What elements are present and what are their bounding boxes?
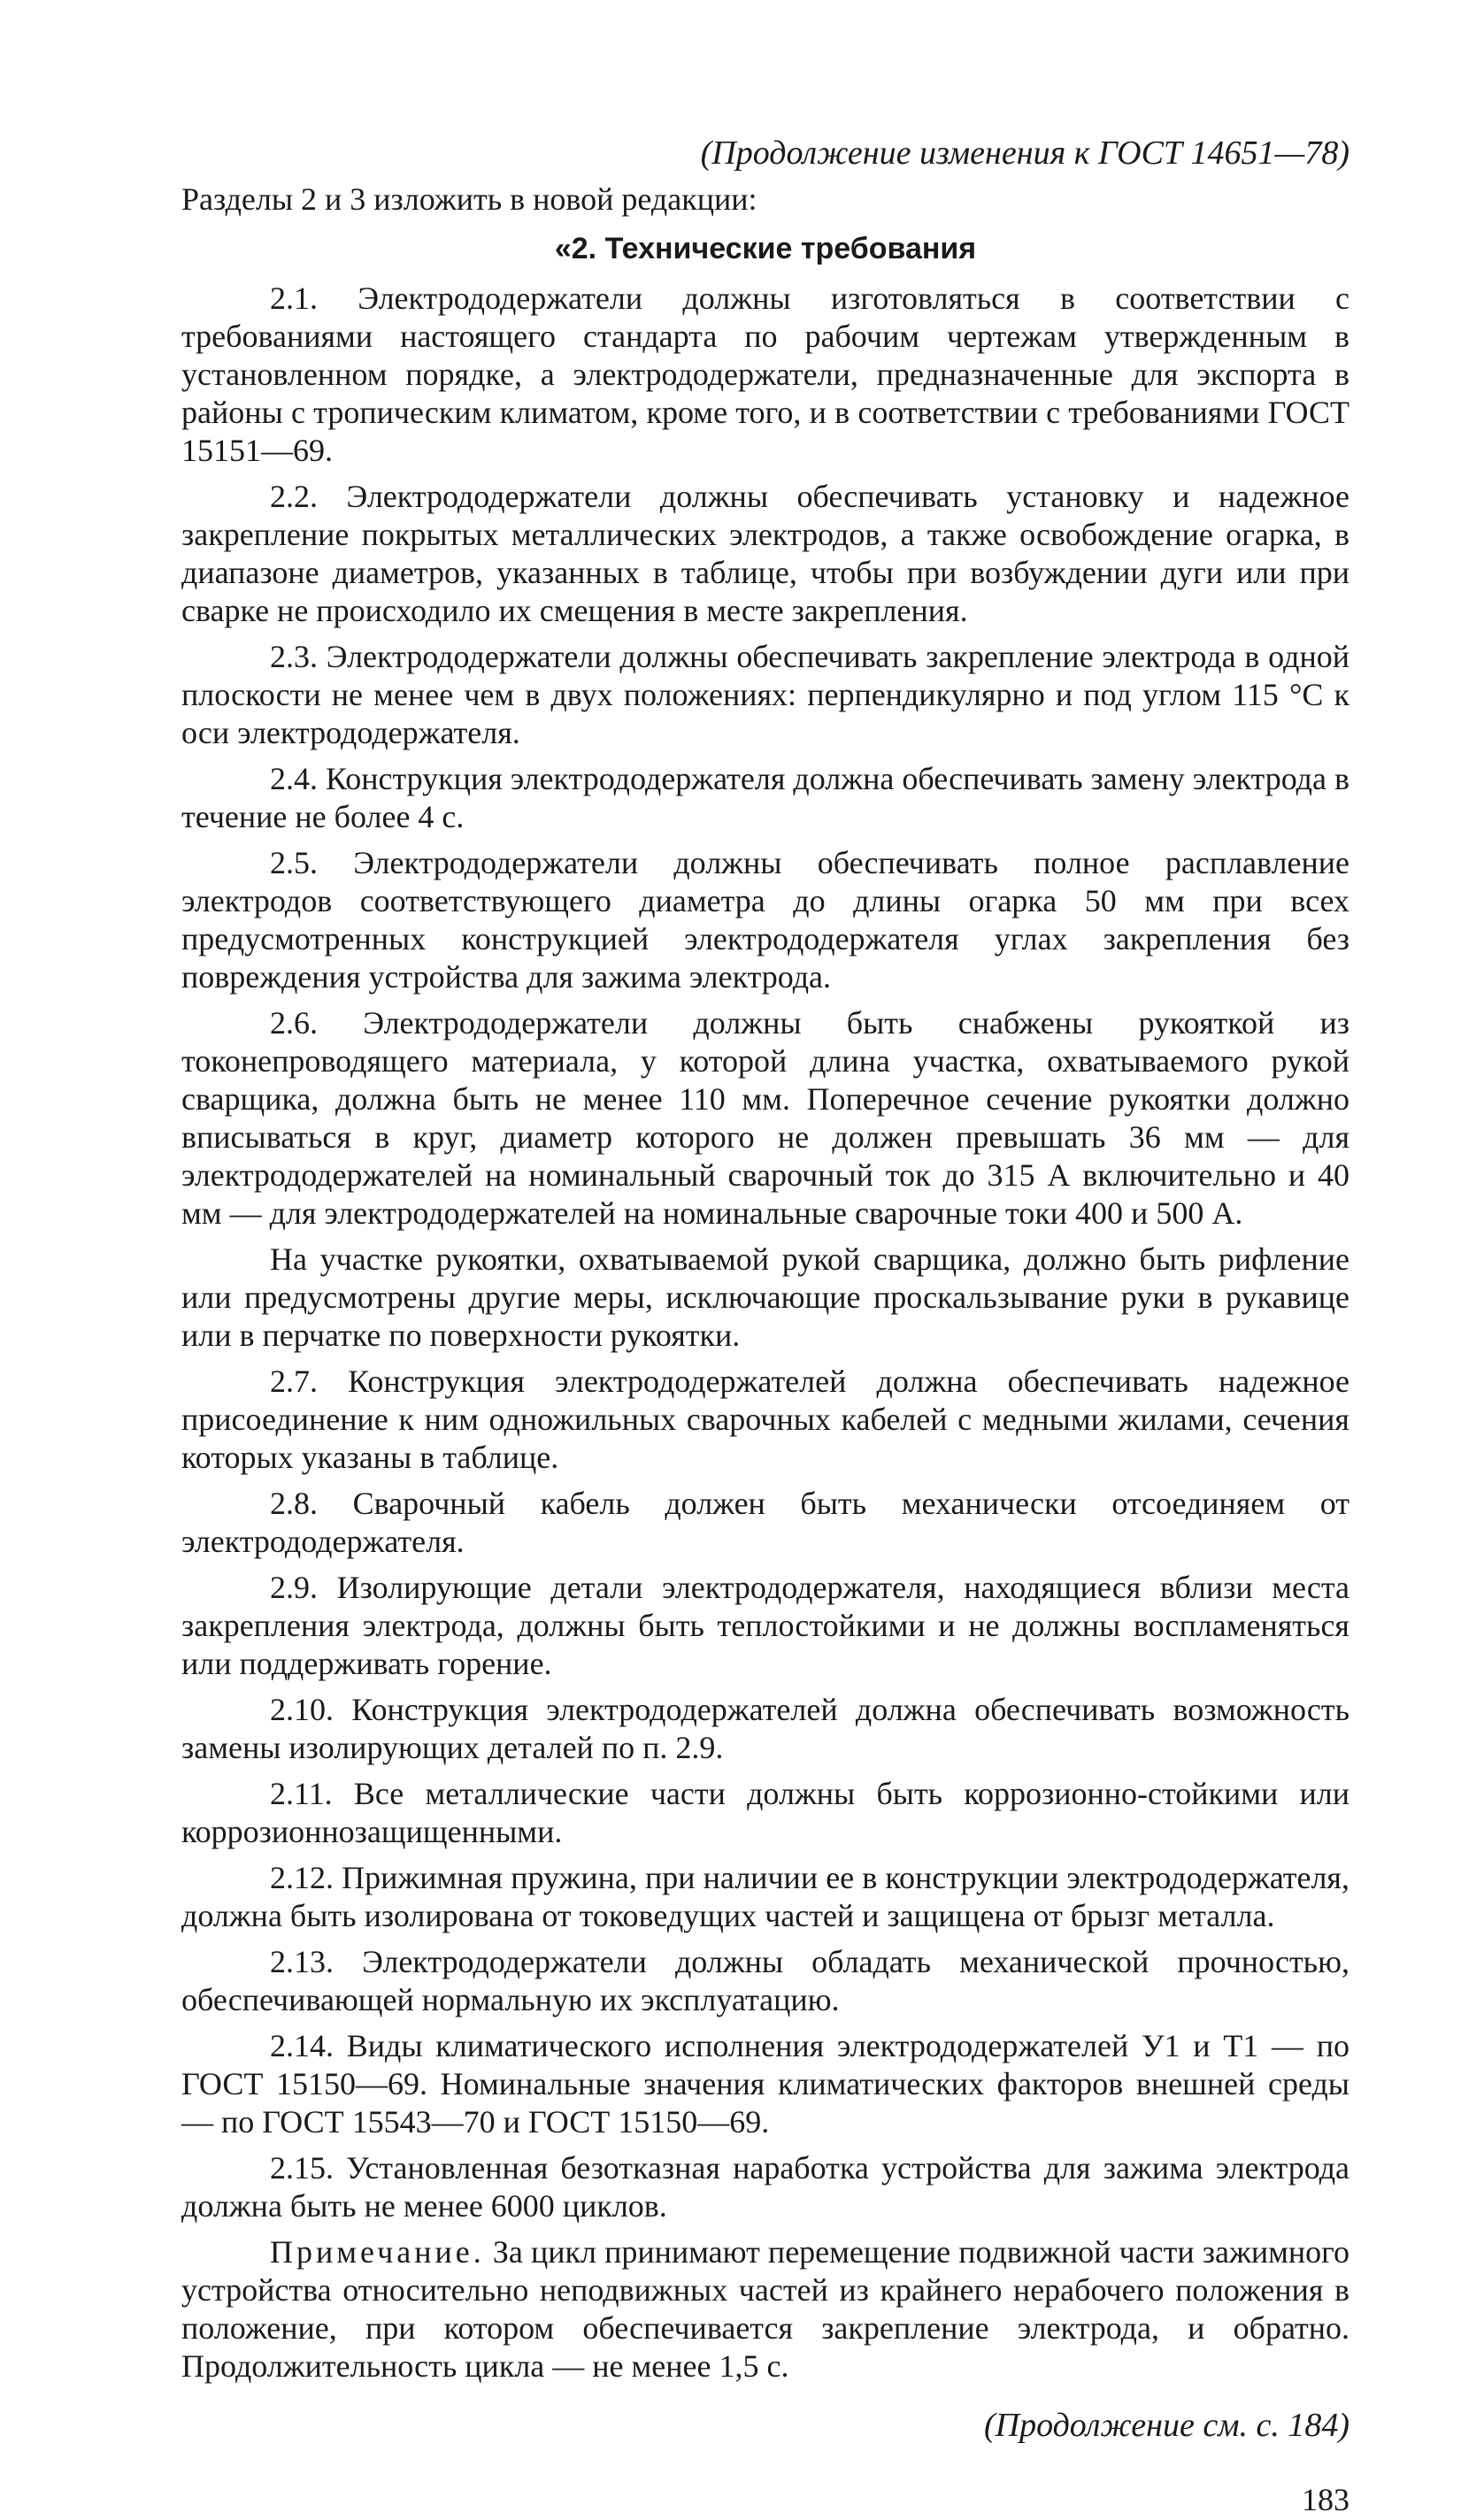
continuation-header: (Продолжение изменения к ГОСТ 14651—78) — [700, 134, 1349, 172]
paragraph-2-10: 2.10. Конструкция электрододержателей должна обеспечивать возможность замены изолирующих деталей по п. 2.9. — [181, 1692, 1349, 1765]
paragraph-2-1: 2.1. Электрододержатели должны изготовляться в соответствии с требованиями настоящего стандарта по рабочим чертежам утвержденным в установленном порядке, а электрододержатели, предназначенные для экспорта в районы с тропическим климатом, кроме того, и в соответствии с требованиями ГОСТ 15151—69. — [181, 280, 1349, 468]
continuation-footer: (Продолжение см. с. 184) — [983, 2407, 1349, 2444]
note-label: Примечание. — [270, 2234, 485, 2270]
intro-line: Разделы 2 и 3 изложить в новой редакции: — [181, 181, 757, 217]
paragraph-2-12: 2.12. Прижимная пружина, при наличии ее в конструкции электрододержателя, должна быть изолирована от токоведущих частей и защищена от брызг металла. — [181, 1860, 1349, 1933]
paragraph-2-13: 2.13. Электрододержатели должны обладать механической прочностью, обеспечивающей нормальную их эксплуатацию. — [181, 1944, 1349, 2017]
paragraph-2-6-continued: На участке рукоятки, охватываемой рукой сварщика, должно быть рифление или предусмотрены другие меры, исключающие проскальзывание руки в рукавице или в перчатке по поверхности рукоятки. — [181, 1241, 1349, 1353]
document-page — [181, 133, 1349, 2520]
paragraph-2-15: 2.15. Установленная безотказная наработка устройства для зажима электрода должна быть не менее 6000 циклов. — [181, 2150, 1349, 2224]
paragraph-2-14: 2.14. Виды климатического исполнения электрододержателей У1 и Т1 — по ГОСТ 15150—69. Номинальные значения климатических факторов внешней среды — по ГОСТ 15543—70 и ГОСТ 15150—69. — [181, 2028, 1349, 2140]
paragraph-2-5: 2.5. Электрододержатели должны обеспечивать полное расплавление электродов соответствующего диаметра до длины огарка 50 мм при всех предусмотренных конструкцией электрододержателя углах закрепления без повреждения устройства для зажима электрода. — [181, 845, 1349, 995]
section-title: «2. Технические требования — [554, 232, 977, 265]
paragraph-2-11: 2.11. Все металлические части должны быть коррозионно-стойкими или коррозионнозащищенными. — [181, 1776, 1349, 1849]
note-paragraph — [181, 2233, 1349, 2386]
paragraph-2-7: 2.7. Конструкция электрододержателей должна обеспечивать надежное присоединение к ним одножильных сварочных кабелей с медными жилами, сечения которых указаны в таблице. — [181, 1364, 1349, 1475]
paragraph-2-3: 2.3. Электрододержатели должны обеспечивать закрепление электрода в одной плоскости не менее чем в двух положениях: перпендикулярно и под углом 115 °С к оси электрододержателя. — [181, 639, 1349, 750]
paragraph-2-9: 2.9. Изолирующие детали электрододержателя, находящиеся вблизи места закрепления электрода, должны быть теплостойкими и не должны воспламеняться или поддерживать горение. — [181, 1570, 1349, 1681]
note-text: За цикл принимают перемещение подвижной части зажимного устройства относительно неподвижных частей из крайнего нерабочего положения в положение, при котором обеспечивается закрепление электрода, и обратно. Продолжительность цикла — не менее 1,5 с. — [181, 2234, 1349, 2384]
paragraph-2-4: 2.4. Конструкция электрододержателя должна обеспечивать замену электрода в течение не более 4 с. — [181, 761, 1349, 834]
paragraph-2-8: 2.8. Сварочный кабель должен быть механически отсоединяем от электрододержателя. — [181, 1486, 1349, 1559]
paragraph-2-2: 2.2. Электрододержатели должны обеспечивать установку и надежное закрепление покрытых металлических электродов, а также освобождение огарка, в диапазоне диаметров, указанных в таблице, чтобы при возбуждении дуги или при сварке не происходило их смещения в месте закрепления. — [181, 479, 1349, 628]
page-number: 183 — [1302, 2482, 1349, 2517]
paragraph-2-6: 2.6. Электрододержатели должны быть снабжены рукояткой из токонепроводящего материала, у которой длина участка, охватываемого рукой сварщика, должна быть не менее 110 мм. Поперечное сечение рукоятки должно вписываться в круг, диаметр которого не должен превышать 36 мм — для электрододержателей на номинальный сварочный ток до 315 А включительно и 40 мм — для электрододержателей на номинальные сварочные токи 400 и 500 А. — [181, 1005, 1349, 1231]
